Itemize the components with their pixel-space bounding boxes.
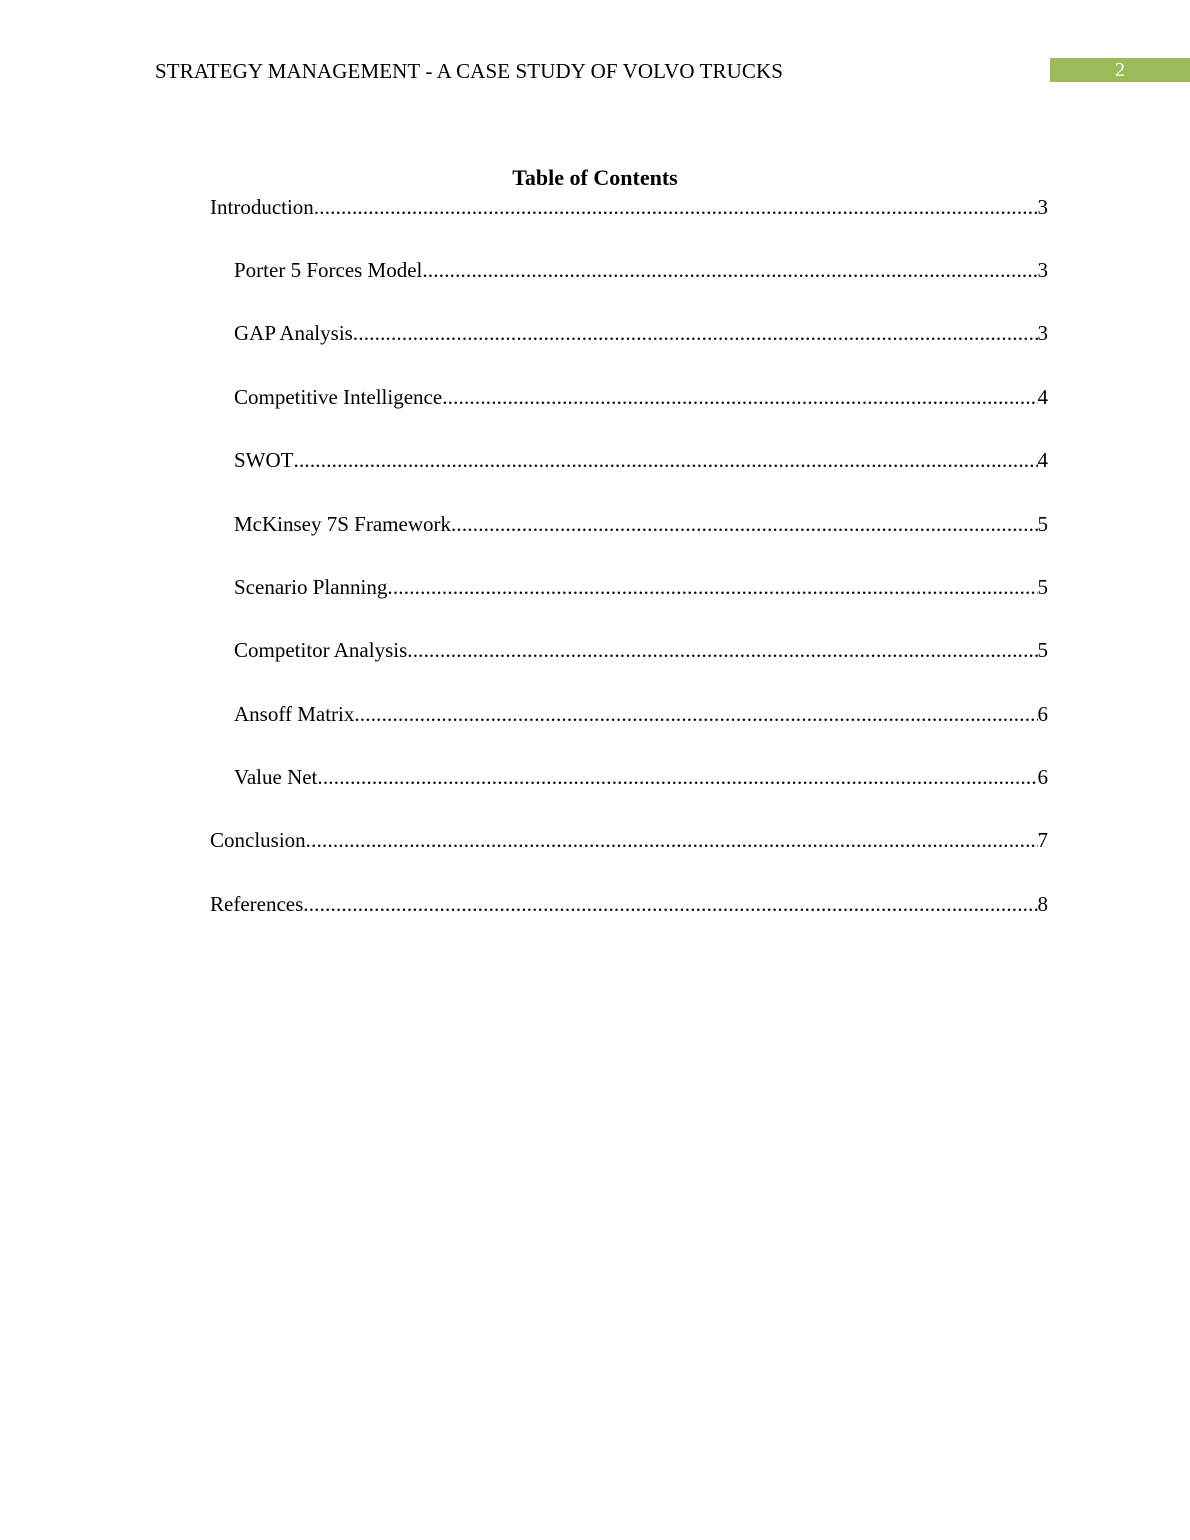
running-head: STRATEGY MANAGEMENT - A CASE STUDY OF VOLVO TRUCKS [155,59,784,83]
toc-entry-label: Ansoff Matrix [234,702,355,726]
toc-dot-leader [407,636,1037,664]
toc-entry-label: Scenario Planning [234,575,388,599]
toc-entry-label: Competitor Analysis [234,638,408,662]
toc-dot-leader [306,826,1038,854]
toc-entry-page: 6 [1037,702,1048,726]
toc-entry-page: 4 [1037,385,1048,409]
page-header [0,58,1190,84]
toc-dot-leader [353,319,1038,347]
toc-entry-page: 3 [1037,321,1048,345]
toc-entry-label: Competitive Intelligence [234,385,443,409]
toc-dot-leader [451,510,1038,538]
toc-entry-mckinsey-7s-framework[interactable] [234,510,1048,538]
toc-entry-value-net[interactable] [234,763,1048,791]
toc-entry-label: McKinsey 7S Framework [234,512,451,536]
toc-entry-references[interactable] [210,890,1048,918]
toc-dot-leader [354,700,1037,728]
toc-dot-leader [303,890,1037,918]
toc-entry-page: 5 [1037,575,1048,599]
toc-entry-page: 3 [1037,258,1048,282]
toc-entry-competitor-analysis[interactable] [234,636,1048,664]
toc-entry-page: 7 [1037,828,1048,852]
toc-entry-introduction[interactable] [210,193,1048,221]
toc-entry-scenario-planning[interactable] [234,573,1048,601]
toc-dot-leader [442,383,1037,411]
toc-entry-conclusion[interactable] [210,826,1048,854]
toc-dot-leader [294,446,1038,474]
toc-entry-label: Porter 5 Forces Model [234,258,423,282]
toc-dot-leader [314,193,1038,221]
toc-title: Table of Contents [512,165,678,190]
toc-entry-gap-analysis[interactable] [234,319,1048,347]
toc-entry-page: 4 [1037,448,1048,472]
toc-dot-leader [422,256,1037,284]
toc-entry-label: Conclusion [210,828,306,852]
toc-entry-page: 3 [1037,195,1048,219]
toc-entry-page: 8 [1037,892,1048,916]
toc-entry-swot[interactable] [234,446,1048,474]
toc-entry-page: 5 [1037,512,1048,536]
toc-entry-label: SWOT [234,448,294,472]
toc-entry-label: Introduction [210,195,314,219]
toc-dot-leader [387,573,1037,601]
toc-entry-page: 5 [1037,638,1048,662]
page-number-box [1050,58,1190,82]
toc-entry-label: Value Net [234,765,318,789]
toc-dot-leader [317,763,1037,791]
toc-entry-competitive-intelligence[interactable] [234,383,1048,411]
page-number: 2 [1115,59,1125,81]
toc-entry-page: 6 [1037,765,1048,789]
toc-entry-label: GAP Analysis [234,321,353,345]
toc-entry-label: References [210,892,304,916]
toc-entry-ansoff-matrix[interactable] [234,700,1048,728]
toc-entry-porter-5-forces-model[interactable] [234,256,1048,284]
